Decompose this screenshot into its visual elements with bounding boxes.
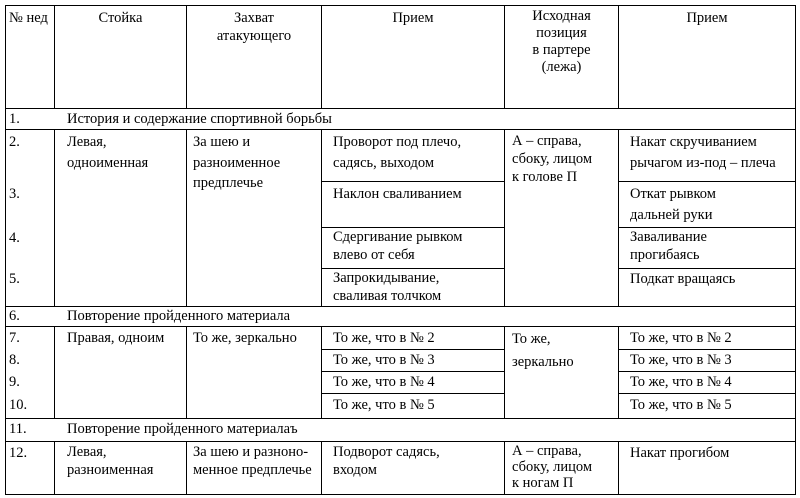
row-4-technique: Сдергивание рывком влево от себя	[333, 229, 463, 263]
header-technique: Прием	[392, 10, 434, 26]
row-10-technique: То же, что в № 5	[333, 397, 435, 413]
row-3-technique: Наклон сваливанием	[333, 186, 462, 202]
row-12-grip: За шею и разноно- менное предплечье	[193, 444, 312, 478]
col-sep-2	[186, 129, 187, 307]
col-sep-5	[618, 441, 619, 495]
row-7-stance: Правая, одноим	[67, 330, 165, 346]
row-2-position: А – справа, сбоку, лицом к голове П	[512, 133, 593, 185]
row-11-num: 11.	[9, 421, 27, 437]
row-7-position: То же, зеркально	[512, 331, 574, 370]
header-position: Исходная позиция в партере (лежа)	[532, 8, 591, 75]
row-12-position: А – справа, сбоку, лицом к ногам П	[512, 443, 593, 491]
row-5-technique: Запрокидывание, сваливая толчком	[333, 270, 442, 304]
col-sep-4	[504, 441, 505, 495]
row-5-num: 5.	[9, 271, 20, 287]
col-sep-3	[321, 441, 322, 495]
row-2-num: 2.	[9, 134, 20, 150]
row-4-num: 4.	[9, 230, 20, 246]
row-10-num: 10.	[9, 397, 28, 413]
row-12-stance: Левая, разноименная	[67, 444, 154, 478]
row-3-technique-2: Откат рывком дальней руки	[630, 186, 716, 223]
rule-r11	[5, 441, 796, 442]
col-sep-4	[504, 326, 505, 419]
sub-rule	[321, 181, 505, 182]
border-top	[5, 5, 796, 6]
row-4-technique-2: Заваливание прогибаясь	[630, 229, 707, 263]
row-2-stance: Левая, одноименная	[67, 134, 149, 171]
col-sep-1	[54, 326, 55, 419]
header-grip: Захват атакующего	[216, 10, 292, 44]
border-left	[5, 5, 6, 495]
sub-rule	[618, 181, 796, 182]
row-7-technique: То же, что в № 2	[333, 330, 435, 346]
col-sep-2	[186, 441, 187, 495]
sub-rule	[321, 393, 505, 394]
row-9-num: 9.	[9, 374, 20, 390]
row-12-num: 12.	[9, 445, 28, 461]
row-12-technique-2: Накат прогибом	[630, 445, 730, 461]
row-12-technique: Подворот садясь, входом	[333, 444, 440, 478]
row-2-grip: За шею и разноименное предплечье	[193, 134, 281, 191]
col-sep-5	[618, 326, 619, 419]
col-sep-3	[321, 326, 322, 419]
col-sep-2	[186, 326, 187, 419]
header-stance: Стойка	[98, 10, 143, 26]
row-9-technique: То же, что в № 4	[333, 374, 435, 390]
header-num: № нед	[9, 10, 48, 26]
row-8-technique: То же, что в № 3	[333, 352, 435, 368]
row-11-topic: Повторение пройденного материалаъ	[67, 421, 298, 437]
row-1-num: 1.	[9, 111, 20, 127]
row-8-technique-2: То же, что в № 3	[630, 352, 732, 368]
row-6-num: 6.	[9, 308, 20, 324]
row-9-technique-2: То же, что в № 4	[630, 374, 732, 390]
row-6-topic: Повторение пройденного материала	[67, 308, 291, 324]
row-8-num: 8.	[9, 352, 20, 368]
col-sep-1	[54, 129, 55, 307]
header-technique-2: Прием	[686, 10, 728, 26]
row-2-technique-2: Накат скручиванием рычагом из-под – плеча	[630, 134, 776, 171]
row-3-num: 3.	[9, 186, 20, 202]
row-1-topic: История и содержание спортивной борьбы	[67, 111, 332, 127]
row-5-technique-2: Подкат вращаясь	[630, 271, 736, 287]
col-sep-1	[54, 441, 55, 495]
col-sep-5	[618, 129, 619, 307]
sub-rule	[618, 393, 796, 394]
row-10-technique-2: То же, что в № 5	[630, 397, 732, 413]
row-7-technique-2: То же, что в № 2	[630, 330, 732, 346]
border-right	[795, 5, 796, 495]
col-sep-3	[321, 129, 322, 307]
row-7-grip: То же, зеркально	[193, 330, 297, 346]
border-bottom	[5, 494, 796, 495]
row-2-technique: Проворот под плечо, садясь, выходом	[333, 134, 462, 171]
row-7-num: 7.	[9, 330, 20, 346]
col-sep-4	[504, 129, 505, 307]
